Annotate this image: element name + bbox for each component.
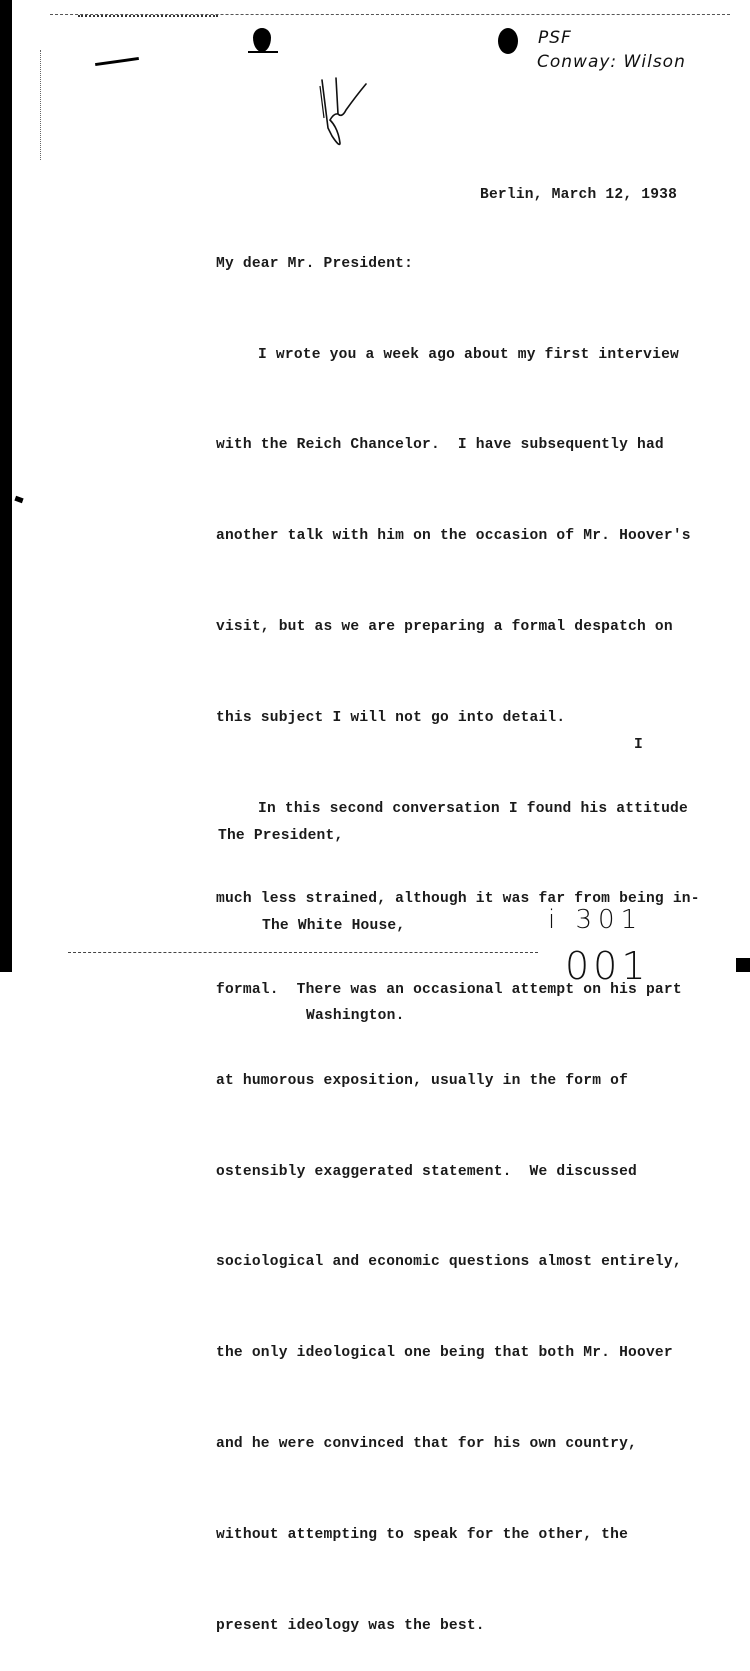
- body-line: without attempting to speak for the other, the: [216, 1526, 629, 1543]
- body-line: and he were convinced that for his own country,: [216, 1435, 638, 1452]
- dateline: Berlin, March 12, 1938: [480, 187, 678, 203]
- margin-dotted-line: [40, 50, 41, 160]
- addressee-line-1: The President,: [218, 828, 344, 844]
- salutation: My dear Mr. President:: [216, 256, 414, 272]
- body-line: visit, but as we are preparing a formal despatch on: [216, 618, 673, 635]
- body-line: another talk with him on the occasion of Mr. Hoover's: [216, 528, 691, 545]
- addressee-block: [218, 761, 405, 1061]
- handwritten-file-reference: Conway: Wilson: [537, 52, 686, 72]
- page-marker: I: [634, 737, 643, 753]
- body-line: much less strained, although it was far from being in-: [216, 891, 700, 908]
- body-line: formal. There was an occasional attempt on his part: [216, 982, 682, 999]
- addressee-line-2: The White House,: [262, 918, 406, 934]
- pen-dash-mark: [95, 57, 139, 66]
- scan-corner-mark: [736, 958, 750, 972]
- body-line: this subject I will not go into detail.: [216, 709, 566, 726]
- margin-ink-mark: [14, 496, 23, 503]
- handwritten-page-number: 001: [565, 944, 650, 988]
- punch-hole-left-icon: [253, 28, 271, 52]
- punch-hole-right-icon: [498, 28, 518, 54]
- body-line: I wrote you a week ago about my first interview: [258, 346, 680, 363]
- body-line: the only ideological one being that both Mr. Hoover: [216, 1345, 673, 1362]
- handwritten-archive-number: i 301: [548, 905, 644, 935]
- body-line: at humorous exposition, usually in the form of: [216, 1072, 629, 1089]
- body-line: sociological and economic questions almost entirely,: [216, 1254, 682, 1271]
- body-line: ostensibly exaggerated statement. We discussed: [216, 1163, 638, 1180]
- scan-left-edge: [0, 0, 12, 972]
- top-rule-accent: [78, 15, 218, 17]
- body-line: In this second conversation I found his attitude: [258, 800, 688, 817]
- punch-hole-left-base: [248, 51, 278, 53]
- body-line: with the Reich Chancelor. I have subsequently had: [216, 437, 664, 454]
- addressee-line-3: Washington.: [306, 1008, 405, 1024]
- handwritten-psf: PSF: [538, 28, 572, 48]
- body-line: present ideology was the best.: [216, 1617, 485, 1634]
- handwritten-file-signature-icon: [310, 58, 370, 153]
